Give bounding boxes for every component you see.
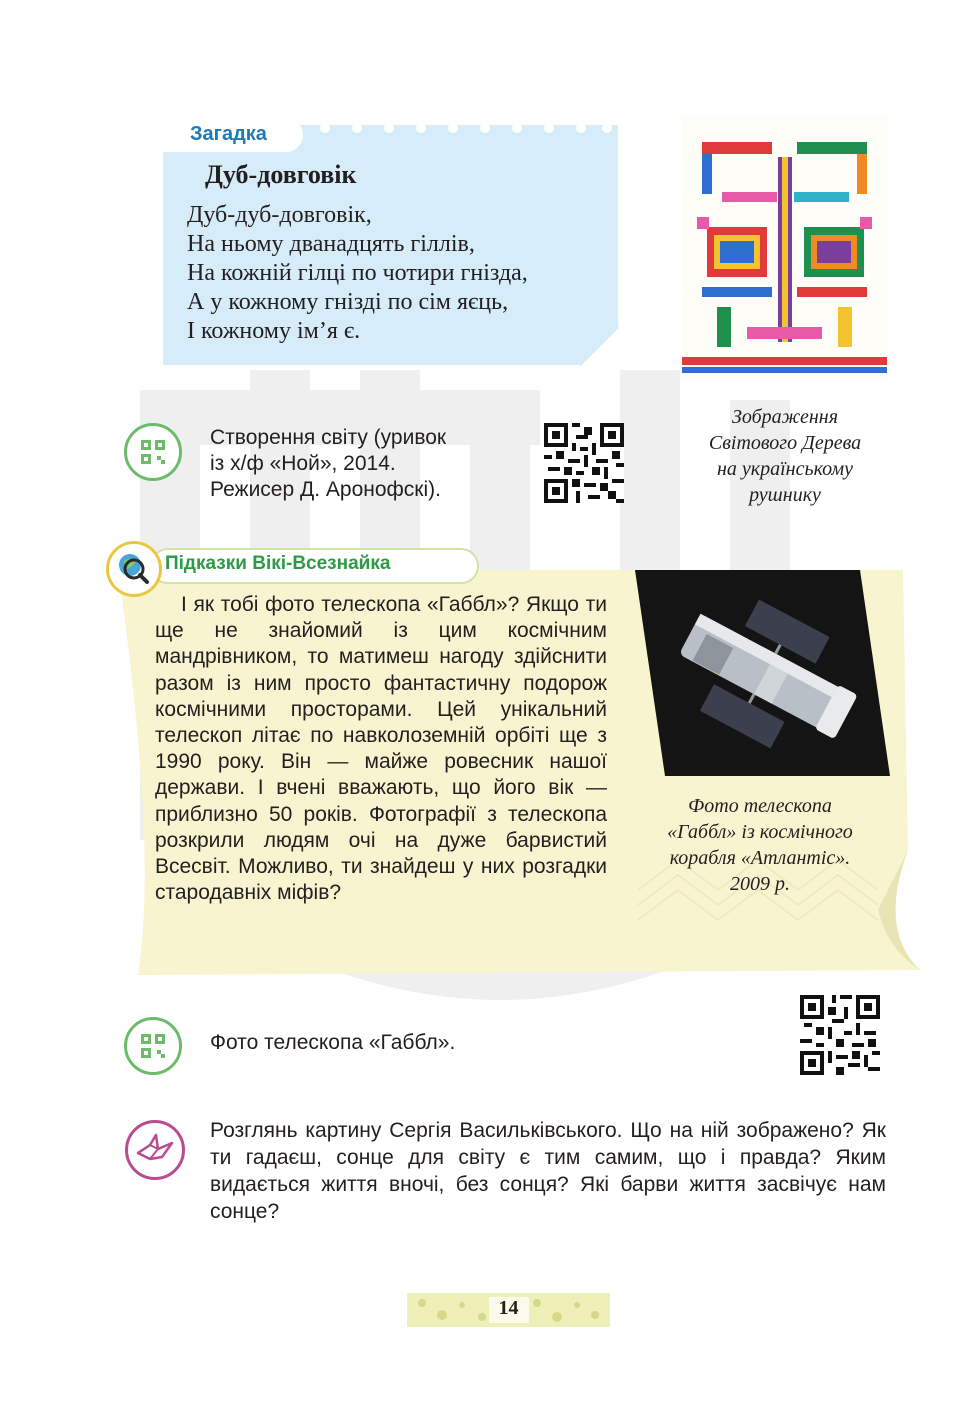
riddle-line: На кожній гілці по чотири гнізда, — [187, 260, 528, 286]
caption-line: Фото телескопа — [688, 795, 832, 817]
caption-line: «Габбл» із космічного — [667, 821, 853, 843]
caption-line: рушнику — [749, 484, 821, 506]
caption-line: корабля «Атлантіс». — [669, 847, 851, 869]
qr-video-icon — [124, 423, 182, 481]
riddle-line: І кожному ім’я є. — [187, 318, 361, 344]
caption-line: Зображення — [731, 406, 839, 428]
riddle-label: Загадка — [190, 123, 267, 145]
hubble-telescope-photo — [635, 570, 890, 776]
riddle-text — [187, 201, 528, 346]
riddle-line: Дуб-дуб-довговік, — [187, 202, 372, 228]
wiki-label: Підказки Вікі-Всезнайка — [165, 553, 391, 574]
hubble-photo-caption — [640, 793, 880, 897]
qr-video-icon — [124, 1017, 182, 1075]
riddle-title: Дуб-довговік — [205, 160, 357, 189]
origami-crane-icon — [125, 1120, 185, 1180]
video-text-line: із х/ф «Ной», 2014. — [210, 452, 396, 475]
towel-image-caption — [680, 404, 890, 508]
riddle-line: На ньому дванадцять гіллів, — [187, 231, 475, 257]
wiki-paragraph: І як тобі фото телескопа «Габбл»? Якщо ти ще не знайомий із цим космічним мандрівником, то матимеш нагоду здійснити разом із ним просто фантастичну подорож космічними просторами. Цей унікальний телескоп літає по навколоземній орбіті ще з 1990 року. Він — майже ровесник нашої держави. І вчені вважають, що його вік — приблизно 50 років. Фотографії з телескопа розкрили людям очі на дуже барвистий Всесвіт. Можливо, ти знайдеш у них розгадки стародавніх міфів? — [155, 593, 607, 905]
magnifier-globe-icon — [106, 541, 162, 597]
wiki-text — [155, 592, 607, 906]
riddle-line: А у кожному гнізді по сім яєць, — [187, 289, 509, 315]
page-number: 14 — [498, 1297, 519, 1319]
photo-link-text[interactable]: Фото телескопа «Габбл». — [210, 1031, 456, 1054]
qr-code[interactable] — [544, 423, 624, 503]
embroidered-tree-of-life-image — [682, 117, 887, 379]
notebook-spiral — [315, 118, 615, 138]
task-text: Розглянь картину Сергія Васильківського. Що на ній зображено? Як ти гадаєш, сонце для світу є тим самим, що і правда? Яким видається життя вночі, без сонця? Які барви життя засвічує нам сонце? — [210, 1119, 886, 1223]
video-link-text[interactable] — [210, 425, 446, 503]
caption-line: Світового Дерева — [708, 432, 862, 454]
caption-line: 2009 р. — [730, 873, 790, 895]
qr-code[interactable] — [800, 995, 880, 1075]
caption-line: на українському — [716, 458, 854, 480]
video-text-line: Режисер Д. Аронофскі). — [210, 478, 441, 501]
video-text-line: Створення світу (уривок — [210, 426, 447, 449]
